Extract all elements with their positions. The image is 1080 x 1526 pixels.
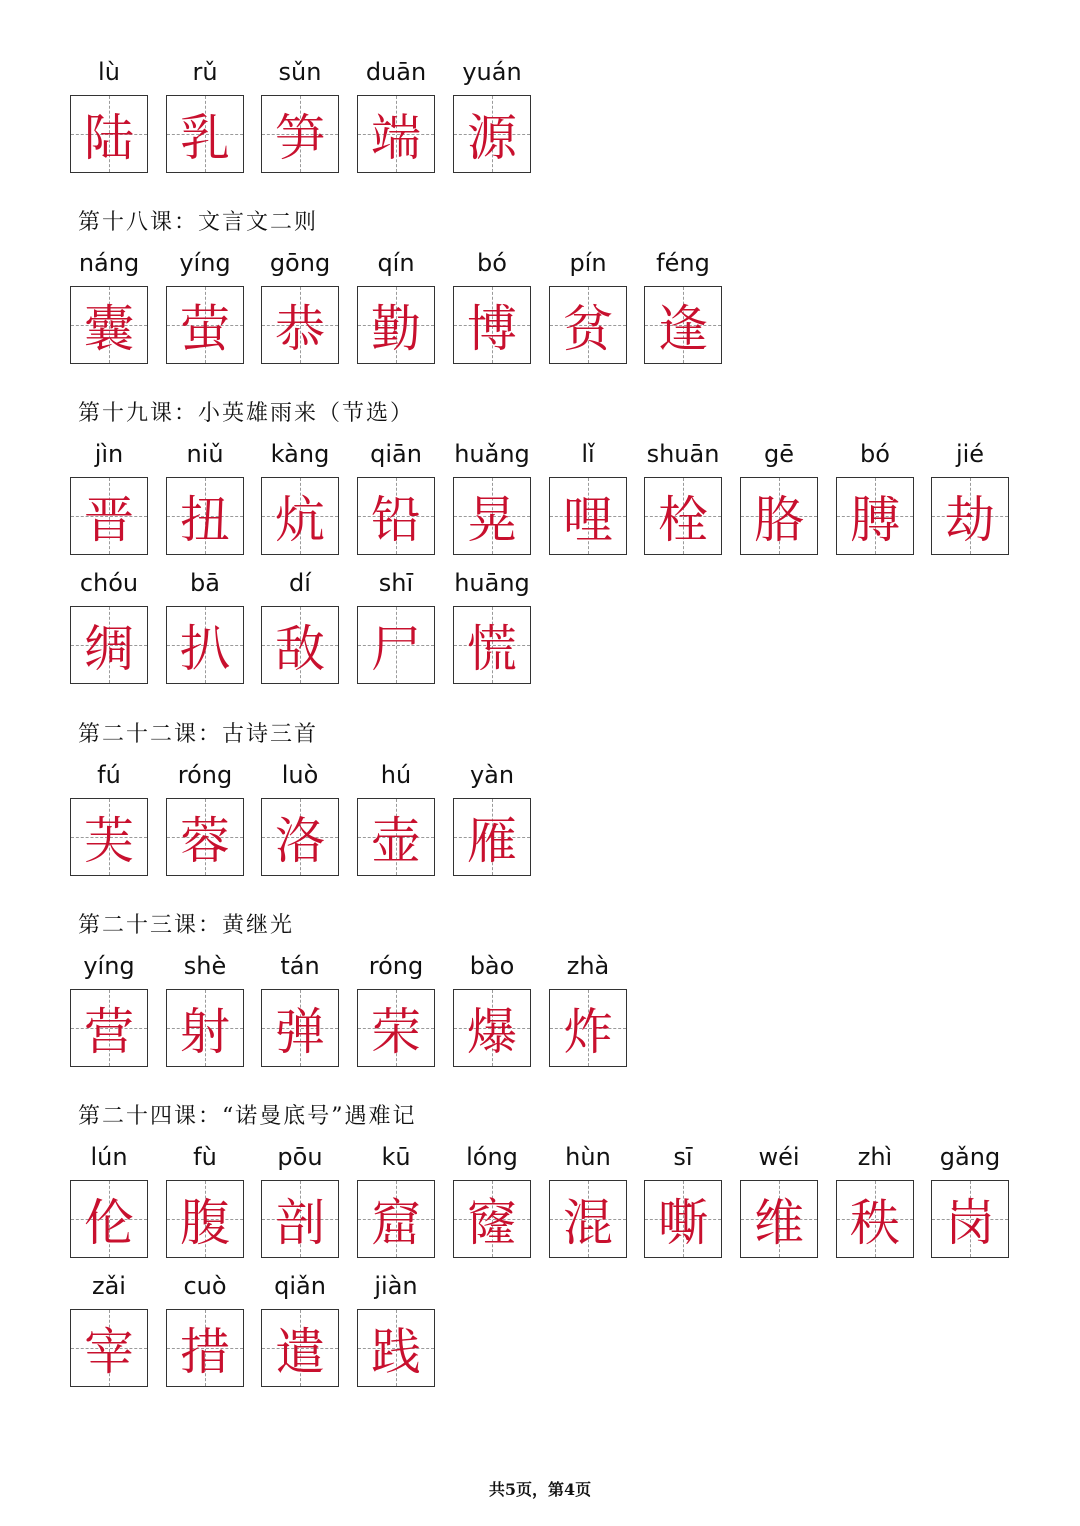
hanzi-character: 扭 bbox=[180, 491, 230, 549]
hanzi-character: 尸 bbox=[371, 620, 421, 678]
character-row bbox=[70, 1272, 1030, 1387]
tianzige-box bbox=[549, 1180, 627, 1258]
tianzige-box bbox=[931, 1180, 1009, 1258]
pinyin-label: shī bbox=[378, 569, 414, 597]
hanzi-character: 岗 bbox=[945, 1194, 995, 1252]
character-cell bbox=[453, 58, 531, 173]
pinyin-label: kàng bbox=[270, 440, 330, 468]
tianzige-box bbox=[261, 95, 339, 173]
tianzige-box bbox=[644, 286, 722, 364]
character-cell bbox=[166, 1272, 244, 1387]
character-cell bbox=[931, 440, 1009, 555]
tianzige-box bbox=[453, 989, 531, 1067]
character-cell bbox=[70, 761, 148, 876]
character-cell bbox=[549, 440, 627, 555]
character-cell bbox=[549, 249, 627, 364]
pinyin-label: róng bbox=[368, 952, 424, 980]
character-cell bbox=[261, 761, 339, 876]
character-cell bbox=[70, 440, 148, 555]
pinyin-label: sǔn bbox=[278, 58, 322, 86]
pinyin-label: sī bbox=[673, 1143, 693, 1171]
tianzige-box bbox=[70, 798, 148, 876]
character-cell bbox=[453, 761, 531, 876]
hanzi-character: 爆 bbox=[467, 1003, 517, 1061]
character-cell bbox=[740, 440, 818, 555]
hanzi-character: 秩 bbox=[850, 1194, 900, 1252]
hanzi-character: 慌 bbox=[467, 620, 517, 678]
tianzige-box bbox=[836, 1180, 914, 1258]
hanzi-character: 炕 bbox=[275, 491, 325, 549]
tianzige-box bbox=[453, 477, 531, 555]
tianzige-box bbox=[261, 798, 339, 876]
character-cell bbox=[453, 440, 531, 555]
lesson-heading: 第二十三课：黄继光 bbox=[78, 913, 295, 938]
character-cell bbox=[70, 569, 148, 684]
character-cell bbox=[261, 1143, 339, 1258]
pinyin-label: qiān bbox=[370, 440, 422, 468]
tianzige-box bbox=[357, 286, 435, 364]
tianzige-box bbox=[261, 477, 339, 555]
tianzige-box bbox=[70, 477, 148, 555]
tianzige-box bbox=[357, 798, 435, 876]
hanzi-character: 措 bbox=[180, 1323, 230, 1381]
pinyin-label: bào bbox=[469, 952, 515, 980]
tianzige-box bbox=[549, 286, 627, 364]
character-cell bbox=[644, 440, 722, 555]
tianzige-box bbox=[166, 95, 244, 173]
pinyin-label: zhì bbox=[857, 1143, 893, 1171]
hanzi-character: 蓉 bbox=[180, 812, 230, 870]
pinyin-label: hùn bbox=[565, 1143, 611, 1171]
hanzi-character: 源 bbox=[467, 109, 517, 167]
hanzi-character: 扒 bbox=[180, 620, 230, 678]
pinyin-label: pín bbox=[569, 249, 607, 277]
tianzige-box bbox=[357, 989, 435, 1067]
hanzi-character: 窟 bbox=[371, 1194, 421, 1252]
character-cell bbox=[453, 1143, 531, 1258]
hanzi-character: 晃 bbox=[467, 491, 517, 549]
hanzi-character: 贫 bbox=[563, 300, 613, 358]
pinyin-label: rǔ bbox=[192, 58, 218, 86]
character-row bbox=[70, 569, 1030, 684]
tianzige-box bbox=[166, 606, 244, 684]
pinyin-label: gǎng bbox=[939, 1143, 1001, 1171]
tianzige-box bbox=[261, 1180, 339, 1258]
pinyin-label: lún bbox=[90, 1143, 128, 1171]
tianzige-box bbox=[549, 989, 627, 1067]
hanzi-character: 笋 bbox=[275, 109, 325, 167]
tianzige-box bbox=[931, 477, 1009, 555]
hanzi-character: 荣 bbox=[371, 1003, 421, 1061]
pinyin-label: dí bbox=[289, 569, 311, 597]
hanzi-character: 恭 bbox=[275, 300, 325, 358]
character-row bbox=[70, 761, 1030, 876]
character-cell bbox=[644, 249, 722, 364]
character-cell bbox=[70, 58, 148, 173]
character-cell bbox=[166, 761, 244, 876]
pinyin-label: chóu bbox=[79, 569, 139, 597]
tianzige-box bbox=[166, 477, 244, 555]
tianzige-box bbox=[70, 286, 148, 364]
pinyin-label: gē bbox=[764, 440, 794, 468]
tianzige-box bbox=[549, 477, 627, 555]
character-row bbox=[70, 249, 1030, 364]
character-cell bbox=[549, 952, 627, 1067]
hanzi-character: 混 bbox=[563, 1194, 613, 1252]
pinyin-label: jiàn bbox=[374, 1272, 418, 1300]
pinyin-label: lóng bbox=[466, 1143, 518, 1171]
tianzige-box bbox=[357, 95, 435, 173]
tianzige-box bbox=[166, 798, 244, 876]
hanzi-character: 遣 bbox=[275, 1323, 325, 1381]
hanzi-character: 逢 bbox=[658, 300, 708, 358]
hanzi-character: 腹 bbox=[180, 1194, 230, 1252]
tianzige-box bbox=[740, 1180, 818, 1258]
lesson-heading: 第二十四课：“诺曼底号”遇难记 bbox=[78, 1104, 417, 1129]
hanzi-character: 胳 bbox=[754, 491, 804, 549]
character-cell bbox=[836, 440, 914, 555]
character-cell bbox=[261, 1272, 339, 1387]
tianzige-box bbox=[166, 1180, 244, 1258]
tianzige-box bbox=[261, 1309, 339, 1387]
hanzi-character: 践 bbox=[371, 1323, 421, 1381]
lesson-heading: 第二十二课：古诗三首 bbox=[78, 722, 319, 747]
hanzi-character: 雁 bbox=[467, 812, 517, 870]
tianzige-box bbox=[70, 95, 148, 173]
character-cell bbox=[453, 569, 531, 684]
pinyin-label: niǔ bbox=[186, 440, 224, 468]
character-cell bbox=[453, 952, 531, 1067]
character-cell bbox=[357, 1143, 435, 1258]
pinyin-label: fú bbox=[97, 761, 121, 789]
hanzi-character: 嘶 bbox=[658, 1194, 708, 1252]
tianzige-box bbox=[740, 477, 818, 555]
tianzige-box bbox=[644, 1180, 722, 1258]
character-cell bbox=[166, 440, 244, 555]
pinyin-label: yuán bbox=[462, 58, 522, 86]
tianzige-box bbox=[453, 606, 531, 684]
pinyin-label: wéi bbox=[758, 1143, 800, 1171]
hanzi-character: 宰 bbox=[84, 1323, 134, 1381]
character-cell bbox=[261, 58, 339, 173]
pinyin-label: qiǎn bbox=[274, 1272, 326, 1300]
tianzige-box bbox=[70, 989, 148, 1067]
tianzige-box bbox=[70, 1309, 148, 1387]
character-cell bbox=[357, 440, 435, 555]
hanzi-character: 洛 bbox=[275, 812, 325, 870]
page-footer: 共5页，第4页 bbox=[488, 1480, 592, 1499]
character-row bbox=[70, 952, 1030, 1067]
pinyin-label: fù bbox=[193, 1143, 217, 1171]
character-cell bbox=[740, 1143, 818, 1258]
pinyin-label: shuān bbox=[646, 440, 720, 468]
tianzige-box bbox=[453, 286, 531, 364]
pinyin-label: yàn bbox=[469, 761, 515, 789]
tianzige-box bbox=[70, 1180, 148, 1258]
tianzige-box bbox=[357, 477, 435, 555]
hanzi-character: 剖 bbox=[275, 1194, 325, 1252]
character-cell bbox=[357, 569, 435, 684]
hanzi-character: 营 bbox=[84, 1003, 134, 1061]
pinyin-label: tán bbox=[280, 952, 320, 980]
tianzige-box bbox=[261, 286, 339, 364]
character-cell bbox=[166, 1143, 244, 1258]
pinyin-label: bó bbox=[860, 440, 890, 468]
character-cell bbox=[357, 249, 435, 364]
character-cell bbox=[70, 1272, 148, 1387]
pinyin-label: qín bbox=[377, 249, 415, 277]
pinyin-label: hú bbox=[380, 761, 412, 789]
hanzi-character: 炸 bbox=[563, 1003, 613, 1061]
tianzige-box bbox=[453, 1180, 531, 1258]
pinyin-label: cuò bbox=[183, 1272, 227, 1300]
hanzi-character: 勤 bbox=[371, 300, 421, 358]
hanzi-character: 哩 bbox=[563, 491, 613, 549]
hanzi-character: 弹 bbox=[275, 1003, 325, 1061]
tianzige-box bbox=[357, 606, 435, 684]
character-cell bbox=[836, 1143, 914, 1258]
hanzi-character: 乳 bbox=[180, 109, 230, 167]
pinyin-label: luò bbox=[281, 761, 319, 789]
lesson-heading: 第十八课：文言文二则 bbox=[78, 210, 319, 235]
character-cell bbox=[261, 952, 339, 1067]
hanzi-character: 敌 bbox=[275, 620, 325, 678]
tianzige-box bbox=[357, 1309, 435, 1387]
pinyin-label: lǐ bbox=[581, 440, 595, 468]
hanzi-character: 芙 bbox=[84, 812, 134, 870]
character-row bbox=[70, 440, 1030, 555]
hanzi-character: 陆 bbox=[84, 109, 134, 167]
character-row bbox=[70, 1143, 1030, 1258]
tianzige-box bbox=[70, 606, 148, 684]
pinyin-label: yíng bbox=[83, 952, 135, 980]
pinyin-label: lù bbox=[98, 58, 120, 86]
character-cell bbox=[931, 1143, 1009, 1258]
tianzige-box bbox=[166, 989, 244, 1067]
tianzige-box bbox=[166, 286, 244, 364]
hanzi-character: 博 bbox=[467, 300, 517, 358]
pinyin-label: róng bbox=[177, 761, 233, 789]
hanzi-character: 窿 bbox=[467, 1194, 517, 1252]
tianzige-box bbox=[644, 477, 722, 555]
hanzi-character: 伦 bbox=[84, 1194, 134, 1252]
tianzige-box bbox=[453, 798, 531, 876]
pinyin-label: yíng bbox=[179, 249, 231, 277]
character-row bbox=[70, 58, 1030, 173]
character-cell bbox=[166, 952, 244, 1067]
hanzi-character: 端 bbox=[371, 109, 421, 167]
character-cell bbox=[644, 1143, 722, 1258]
hanzi-character: 囊 bbox=[84, 300, 134, 358]
hanzi-character: 萤 bbox=[180, 300, 230, 358]
tianzige-box bbox=[261, 989, 339, 1067]
pinyin-label: duān bbox=[365, 58, 427, 86]
pinyin-label: kū bbox=[381, 1143, 411, 1171]
hanzi-character: 栓 bbox=[658, 491, 708, 549]
character-cell bbox=[166, 58, 244, 173]
pinyin-label: jìn bbox=[94, 440, 124, 468]
pinyin-label: jié bbox=[955, 440, 985, 468]
pinyin-label: huǎng bbox=[454, 440, 530, 468]
pinyin-label: zǎi bbox=[92, 1272, 126, 1300]
hanzi-character: 膊 bbox=[850, 491, 900, 549]
character-cell bbox=[549, 1143, 627, 1258]
character-cell bbox=[261, 569, 339, 684]
tianzige-box bbox=[261, 606, 339, 684]
pinyin-label: huāng bbox=[454, 569, 530, 597]
pinyin-label: náng bbox=[78, 249, 140, 277]
character-cell bbox=[357, 58, 435, 173]
tianzige-box bbox=[836, 477, 914, 555]
character-cell bbox=[70, 952, 148, 1067]
character-cell bbox=[70, 249, 148, 364]
character-cell bbox=[357, 761, 435, 876]
hanzi-character: 绸 bbox=[84, 620, 134, 678]
character-cell bbox=[166, 249, 244, 364]
character-cell bbox=[166, 569, 244, 684]
character-cell bbox=[261, 440, 339, 555]
tianzige-box bbox=[357, 1180, 435, 1258]
pinyin-label: bó bbox=[477, 249, 507, 277]
hanzi-character: 维 bbox=[754, 1194, 804, 1252]
character-cell bbox=[357, 1272, 435, 1387]
pinyin-label: zhà bbox=[566, 952, 610, 980]
pinyin-label: féng bbox=[656, 249, 710, 277]
hanzi-character: 铅 bbox=[371, 491, 421, 549]
lesson-heading: 第十九课：小英雄雨来（节选） bbox=[78, 401, 415, 426]
hanzi-character: 射 bbox=[180, 1003, 230, 1061]
hanzi-character: 劫 bbox=[945, 491, 995, 549]
character-cell bbox=[357, 952, 435, 1067]
pinyin-label: pōu bbox=[277, 1143, 323, 1171]
character-cell bbox=[70, 1143, 148, 1258]
pinyin-label: bā bbox=[190, 569, 220, 597]
character-cell bbox=[261, 249, 339, 364]
pinyin-label: gōng bbox=[269, 249, 331, 277]
hanzi-character: 晋 bbox=[84, 491, 134, 549]
pinyin-label: shè bbox=[183, 952, 227, 980]
character-cell bbox=[453, 249, 531, 364]
tianzige-box bbox=[453, 95, 531, 173]
hanzi-character: 壶 bbox=[371, 812, 421, 870]
tianzige-box bbox=[166, 1309, 244, 1387]
